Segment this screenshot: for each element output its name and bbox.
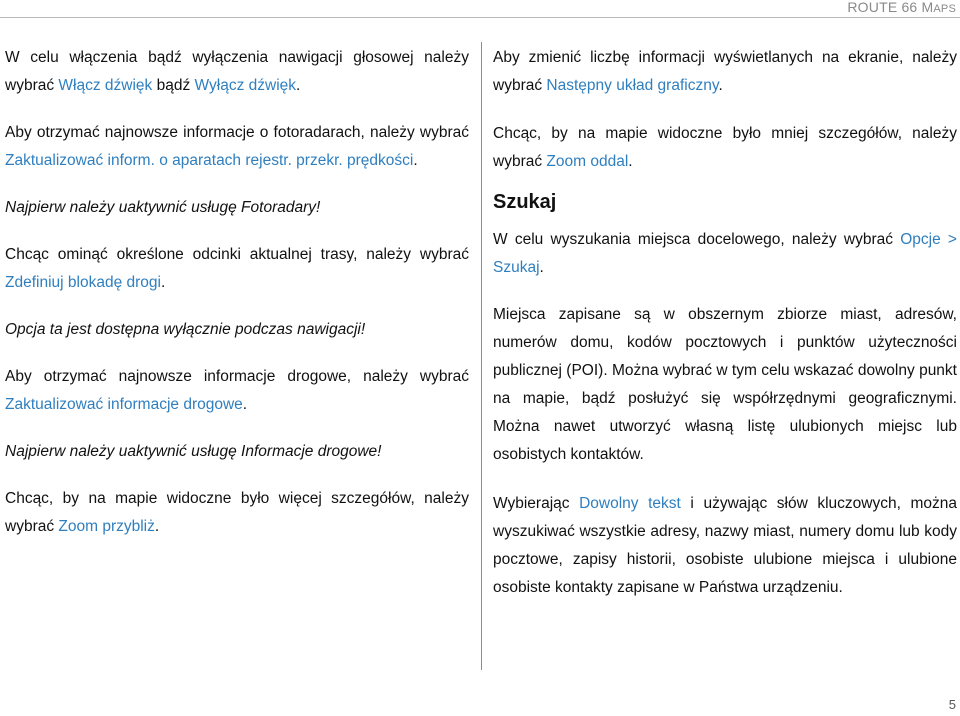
link-update-speed-cameras[interactable]: Zaktualizować inform. o aparatach rejestr. przekr. prędkości [5,152,414,169]
link-define-road-block[interactable]: Zdefiniuj blokadę drogi [5,274,161,291]
right-column [493,44,957,602]
paragraph-road-block: Chcąc ominąć określone odcinki aktualnej trasy, należy wybrać Zdefiniuj blokadę drogi. [5,246,469,291]
column-divider [481,42,482,670]
link-sound-on[interactable]: Włącz dźwięk [58,77,153,94]
paragraph-zoom-in: Chcąc, by na mapie widoczne było więcej szczegółów, należy wybrać Zoom przybliż. [5,490,469,535]
link-zoom-out[interactable]: Zoom oddal [546,153,629,170]
paragraph-traffic-info: Aby otrzymać najnowsze informacje drogowe, należy wybrać Zaktualizować informacje drogowe. [5,368,469,413]
page-number: 5 [948,697,956,712]
note-navigation-only: Opcja ta jest dostępna wyłącznie podczas nawigacji! [5,321,366,338]
link-sound-off[interactable]: Wyłącz dźwięk [194,77,297,94]
paragraph-voice-navigation: W celu włączenia bądź wyłączenia nawigacji głosowej należy wybrać Włącz dźwięk bądź Wyłącz dźwięk. [5,49,469,94]
section-heading-search: Szukaj [493,191,557,213]
link-options-search[interactable]: Opcje > Szukaj [493,231,957,276]
paragraph-free-text: Wybierając Dowolny tekst i używając słów kluczowych, można wyszukiwać wszystkie adresy, nazwy miast, numery domu lub kody pocztowe, zapisy historii, osobiste ulubione miejsca i ulubione osobiste kontakty zapisane w Państwa urządzeniu. [493,495,957,596]
page-header [0,0,960,18]
header-rule [0,17,960,18]
left-column [5,44,469,541]
paragraph-speed-cameras: Aby otrzymać najnowsze informacje o fotoradarach, należy wybrać Zaktualizować inform. o aparatach rejestr. przekr. prędkości. [5,124,469,169]
header-title: ROUTE 66 MAPS [847,0,956,15]
link-zoom-in[interactable]: Zoom przybliż [58,518,155,535]
paragraph-zoom-out: Chcąc, by na mapie widoczne było mniej szczegółów, należy wybrać Zoom oddal. [493,125,957,170]
paragraph-search-destination: W celu wyszukania miejsca docelowego, należy wybrać Opcje > Szukaj. [493,231,957,276]
paragraph-layout: Aby zmienić liczbę informacji wyświetlanych na ekranie, należy wybrać Następny układ graficzny. [493,49,957,94]
note-speed-camera-service: Najpierw należy uaktywnić usługę Fotoradary! [5,199,321,216]
link-update-traffic-info[interactable]: Zaktualizować informacje drogowe [5,396,243,413]
link-next-layout[interactable]: Następny układ graficzny [546,77,719,94]
note-traffic-service: Najpierw należy uaktywnić usługę Informacje drogowe! [5,443,382,460]
paragraph-search-database: Miejsca zapisane są w obszernym zbiorze miast, adresów, numerów domu, kodów pocztowych i punktów użyteczności publicznej (POI). Można wybrać w tym celu wskazać dowolny punkt na mapie, bądź posłużyć się współrzędnymi geograficznymi. Można nawet utworzyć własną listę ulubionych miejsc lub osobistych kontaktów. [493,306,957,463]
link-free-text[interactable]: Dowolny tekst [579,495,681,512]
